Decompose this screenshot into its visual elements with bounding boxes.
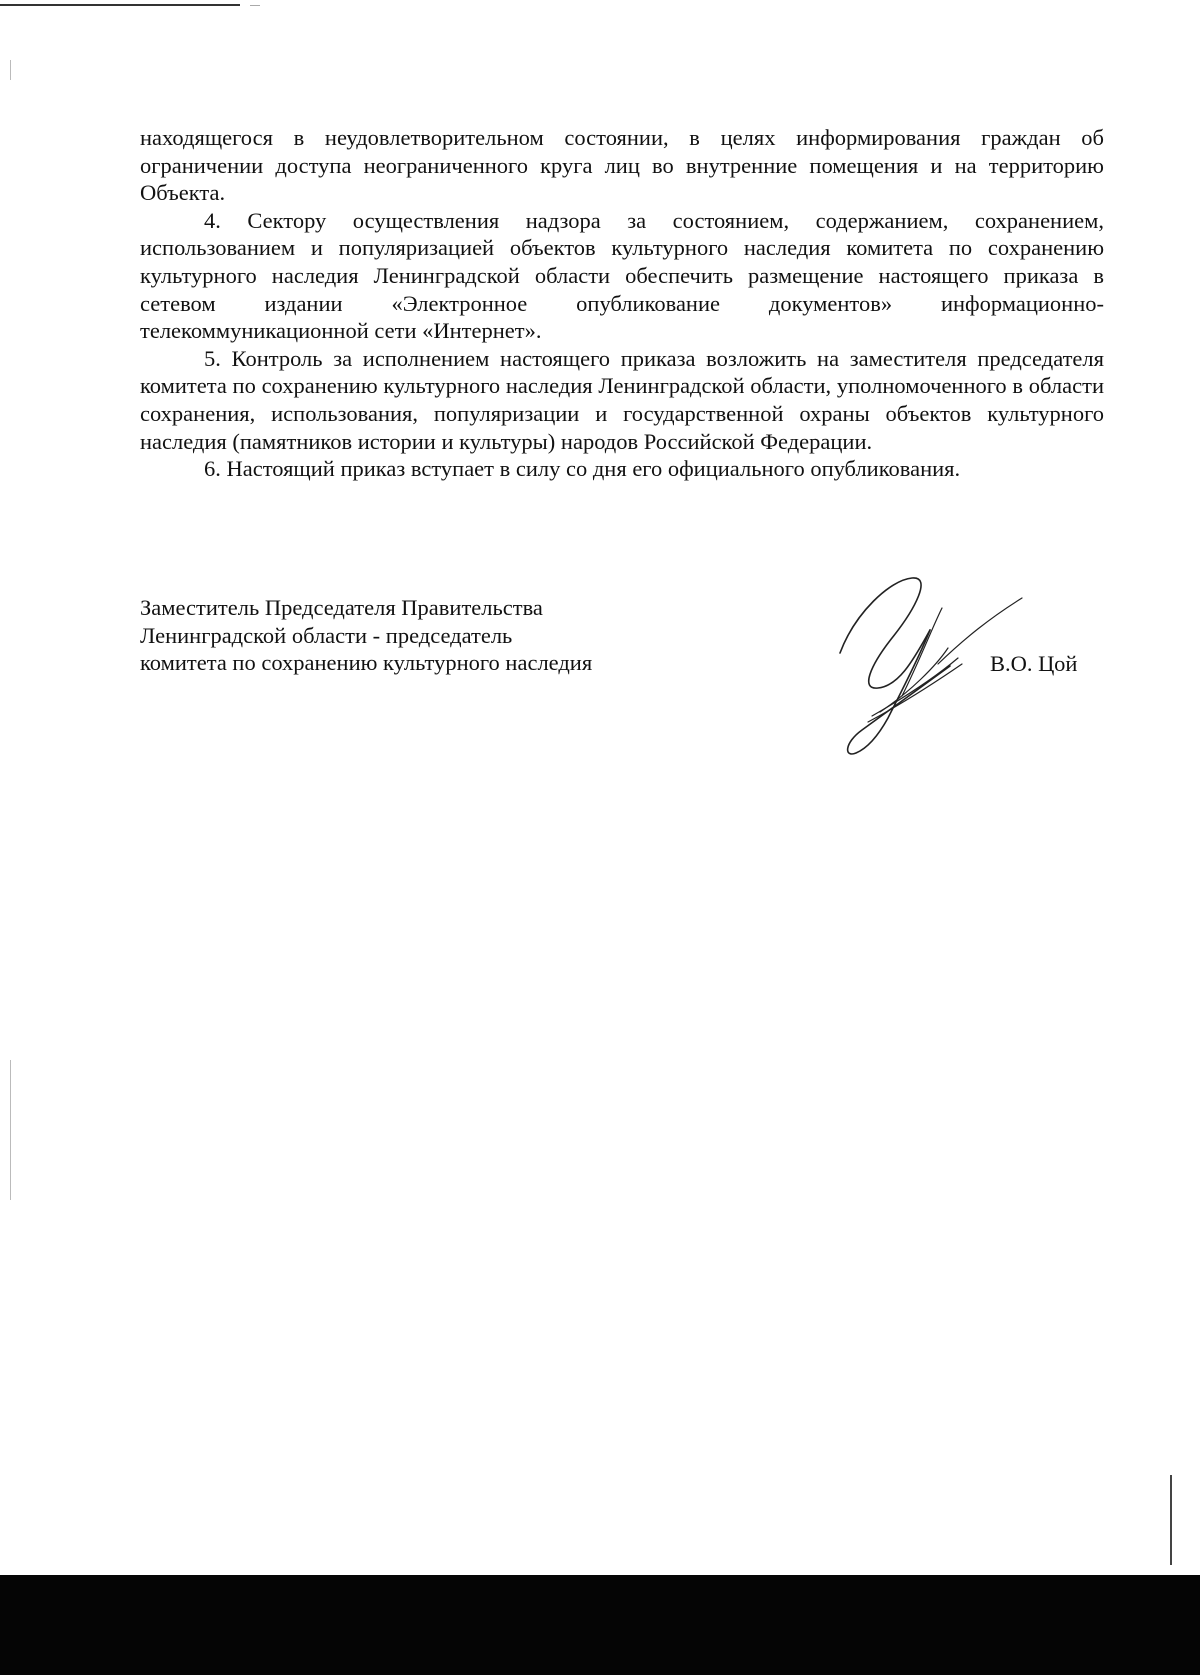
paragraph-item-6: 6. Настоящий приказ вступает в силу со дня его официального опубликования. [204, 456, 961, 482]
signature-stroke [868, 664, 962, 722]
signature-stroke [848, 630, 950, 754]
scan-left-mark [10, 60, 11, 80]
paragraph-item-4: 4. Сектору осуществления надзора за состоянием, содержанием, сохранением, использованием и популяризацией объектов культурного наследия комитета по сохранению культурного наследия Ленинградской области обеспечить размещение настоящего приказа в сетевом издании «Электронное опубликование документов» информационно-телекоммуникационной сети «Интернет». [140, 207, 1104, 344]
scan-right-mark [1170, 1475, 1172, 1565]
signature-stroke [840, 578, 930, 688]
scan-bottom-bar [0, 1575, 1200, 1675]
scan-top-dash [250, 5, 260, 6]
signer-position-line: комитета по сохранению культурного наследия [140, 650, 593, 676]
handwritten-signature [820, 568, 1050, 758]
signature-stroke [902, 608, 942, 696]
signature-strokes [840, 578, 1022, 754]
scan-top-line [0, 4, 240, 6]
signer-name: В.О. Цой [990, 651, 1078, 676]
signer-position-line: Заместитель Председателя Правительства [140, 595, 543, 620]
signer-position-line: Ленинградской области - председатель [140, 622, 513, 648]
paragraph-item-5: 5. Контроль за исполнением настоящего приказа возложить на заместителя председателя комитета по сохранению культурного наследия Ленинградской области, уполномоченного в области сохранения, использования, популяризации и государственной охраны объектов культурного наследия (памятников истории и культуры) народов Российской Федерации. [140, 345, 1104, 454]
paragraph-continuation: находящегося в неудовлетворительном состоянии, в целях информирования граждан об ограничении доступа неограниченного круга лиц во внутренние помещения и на территорию Объекта. [140, 125, 1104, 206]
signer-position [140, 594, 740, 677]
signature-stroke [938, 598, 1022, 664]
scan-left-mark [10, 1060, 11, 1200]
document-body [140, 124, 1104, 483]
